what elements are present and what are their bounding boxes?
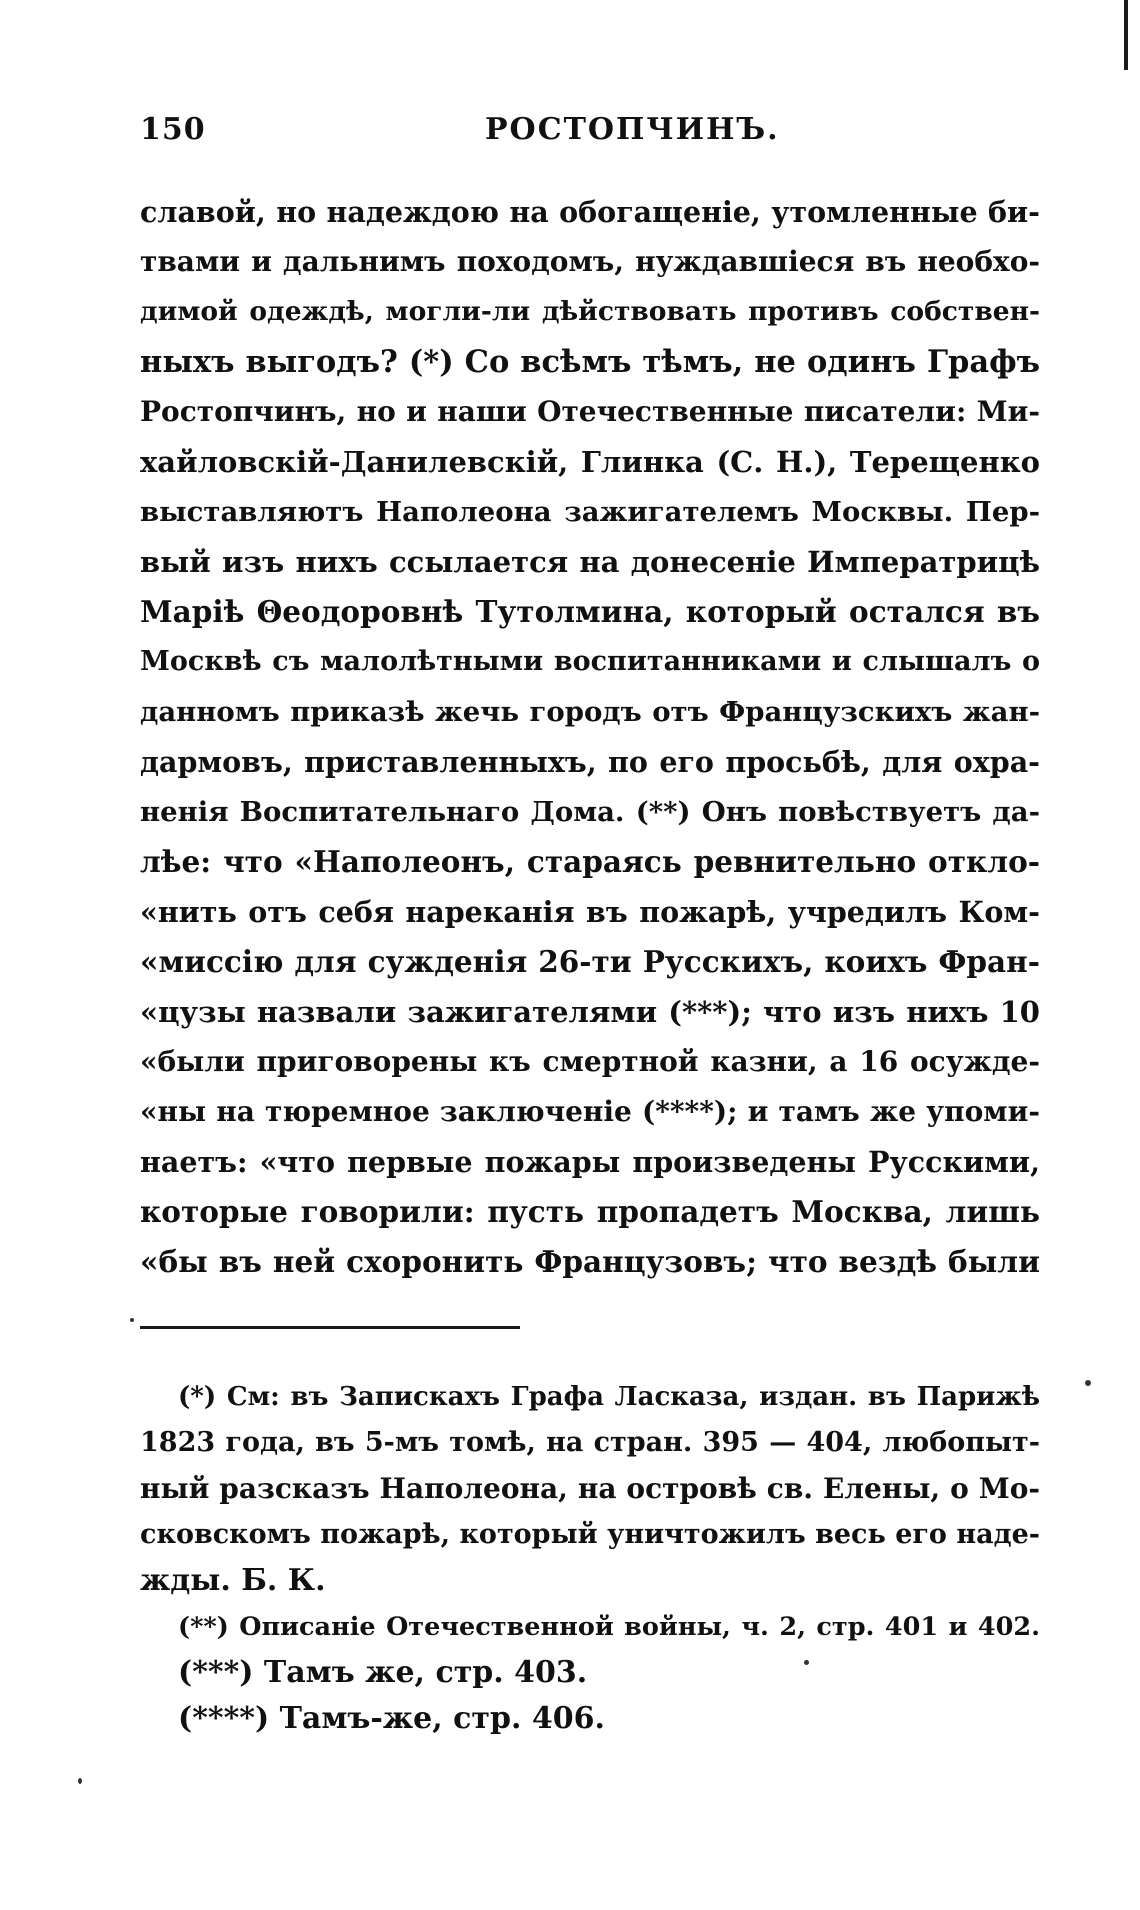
text-line: димой одеждѣ, могли-ли дѣйствовать противъ собствен- — [140, 296, 1040, 327]
text-line: наетъ: «что первые пожары произведены Русскими, — [140, 1145, 1040, 1179]
footnote-line: 1823 года, въ 5-мъ томѣ, на стран. 395 — 404, любопыт- — [140, 1427, 1040, 1458]
footnote-separator — [140, 1326, 520, 1329]
footnotes — [140, 1374, 1040, 1742]
text-line: твами и дальнимъ походомъ, нуждавшіеся въ необхо- — [140, 245, 1040, 278]
footnote-line: ный разсказъ Наполеона, на островѣ св. Елены, о Мо- — [140, 1472, 1040, 1505]
text-line: ныхъ выгодъ? (*) Со всѣмъ тѣмъ, не одинъ Графъ — [140, 344, 1040, 380]
footnote-line: (***) Тамъ же, стр. 403. — [178, 1655, 588, 1690]
page-edge-mark — [1124, 0, 1128, 70]
text-line: «миссію для сужденія 26-ти Русскихъ, коихъ Фран- — [140, 944, 1040, 979]
text-line: Москвѣ съ малолѣтными воспитанниками и слышалъ о — [140, 646, 1040, 677]
page-number: 150 — [140, 112, 206, 147]
text-line: «ны на тюремное заключеніе (****); и тамъ же упоми- — [140, 1095, 1040, 1128]
running-head: РОСТОПЧИНЪ. — [485, 112, 780, 147]
footnote-line: (**) Описаніе Отечественной войны, ч. 2, стр. 401 и 402. — [178, 1612, 1040, 1642]
text-line: данномъ приказѣ жечь городъ отъ Французскихъ жан- — [140, 696, 1040, 728]
text-line: дармовъ, приставленныхъ, по его просьбѣ, для охра- — [140, 745, 1040, 779]
text-line: «бы въ ней схоронить Французовъ; что вездѣ были — [140, 1244, 1040, 1279]
scan-speck — [130, 1318, 134, 1322]
scan-speck — [78, 1778, 82, 1784]
footnote-line: (*) См: въ Запискахъ Графа Ласказа, издан. въ Парижѣ — [178, 1382, 1040, 1412]
text-line: лѣе: что «Наполеонъ, стараясь ревнительно откло- — [140, 844, 1040, 879]
footnote-line: сковскомъ пожарѣ, который уничтожилъ весь его наде- — [140, 1519, 1040, 1550]
text-line: Маріѣ Θеодоровнѣ Тутолмина, который остался въ — [140, 594, 1040, 629]
scan-speck — [804, 1660, 809, 1665]
main-text — [140, 187, 1040, 1287]
footnote-line: (****) Тамъ-же, стр. 406. — [178, 1701, 605, 1736]
text-line: вый изъ нихъ ссылается на донесеніе Императрицѣ — [140, 545, 1040, 579]
text-line: Ростопчинъ, но и наши Отечественные писатели: Ми- — [140, 395, 1040, 428]
text-line: славой, но надеждою на обогащеніе, утомленные би- — [140, 195, 1040, 229]
page-header — [140, 112, 1040, 162]
scan-speck — [1085, 1380, 1091, 1386]
text-line: хайловскій-Данилевскій, Глинка (С. Н.), Терещенко — [140, 445, 1040, 479]
text-line: выставляютъ Наполеона зажигателемъ Москвы. Пер- — [140, 496, 1040, 528]
text-line: которые говорили: пусть пропадетъ Москва, лишь — [140, 1194, 1040, 1229]
text-line: «нить отъ себя нареканія въ пожарѣ, учредилъ Ком- — [140, 895, 1040, 929]
text-line: «цузы назвали зажигателями (***); что изъ нихъ 10 — [140, 995, 1040, 1029]
footnote-line: жды. Б. К. — [140, 1563, 326, 1598]
text-line: ненія Воспитательнаго Дома. (**) Онъ повѣствуетъ да- — [140, 796, 1040, 828]
text-line: «были приговорены къ смертной казни, а 16 осужде- — [140, 1045, 1040, 1078]
